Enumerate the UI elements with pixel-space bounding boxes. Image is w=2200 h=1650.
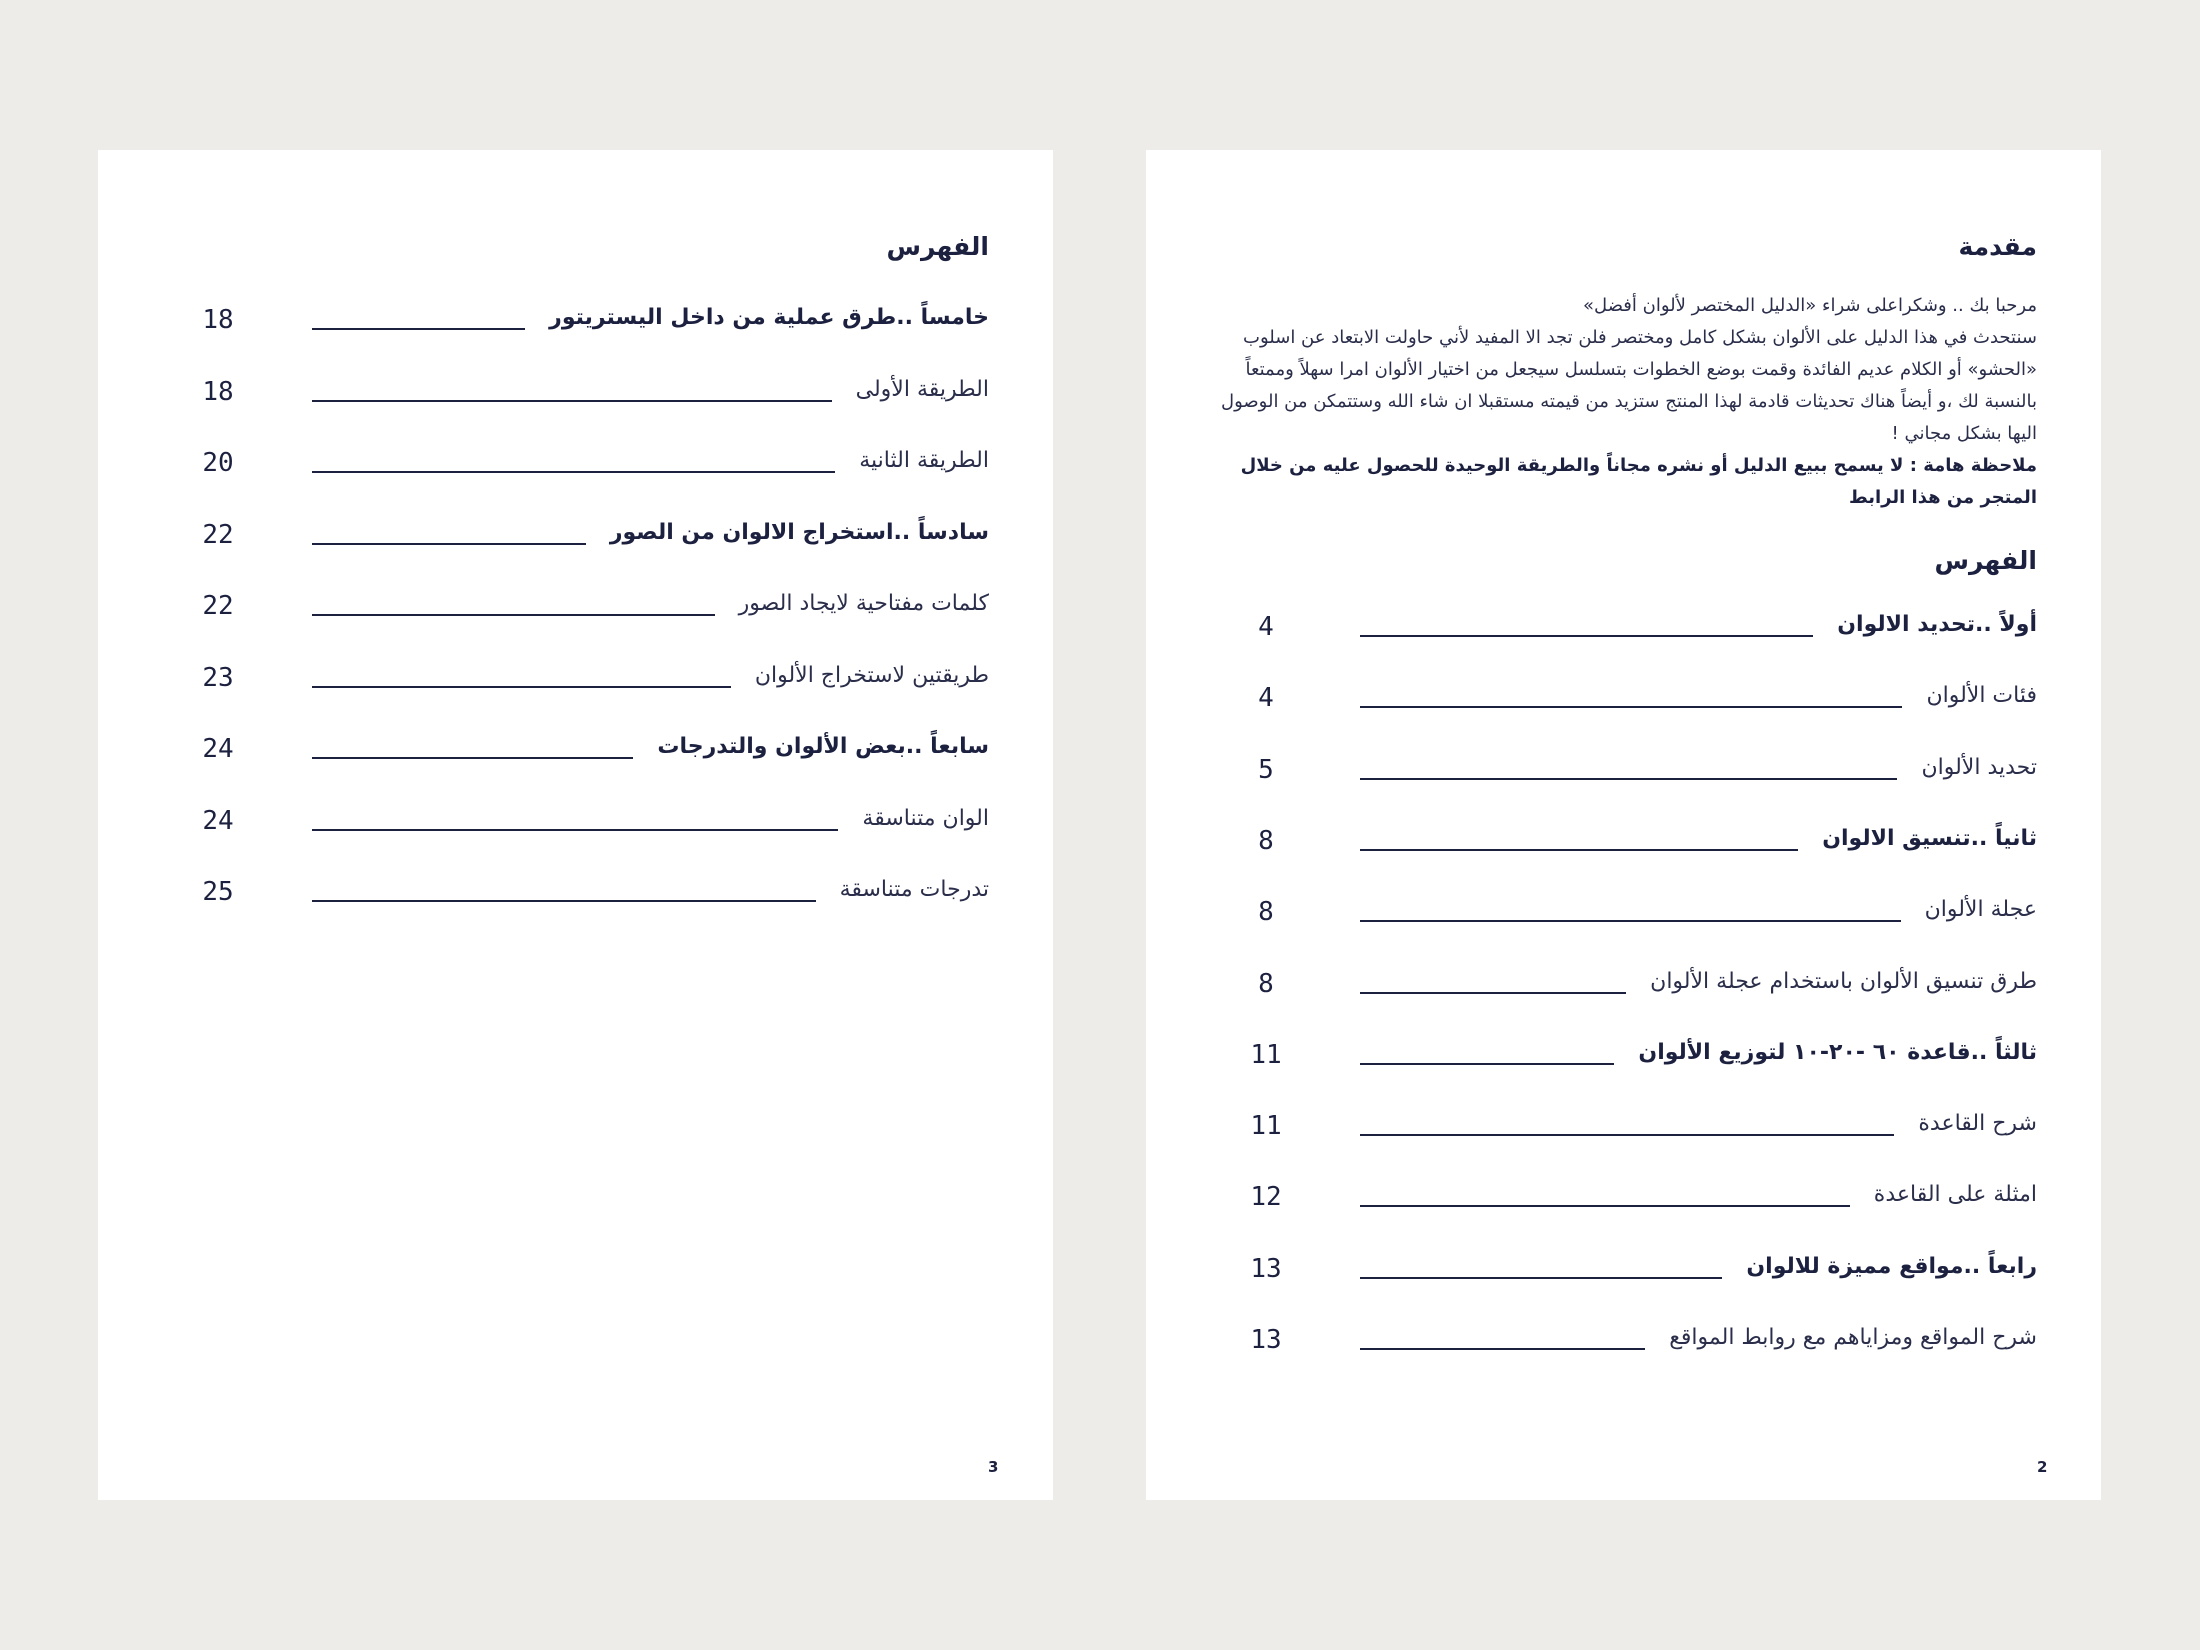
toc-entry-page: 5 xyxy=(1258,754,1274,785)
toc-entry xyxy=(98,302,1053,352)
toc-entry-page: 4 xyxy=(1258,683,1274,714)
toc-entry-label: عجلة الألوان xyxy=(1924,897,2037,923)
toc-entry xyxy=(1146,823,2101,873)
toc-leader-line xyxy=(312,686,731,688)
toc-leader-line xyxy=(312,829,838,831)
toc-leader-line xyxy=(1360,1063,1614,1065)
page-number: 3 xyxy=(988,1458,999,1476)
toc-entry xyxy=(98,588,1053,638)
toc-entry xyxy=(98,445,1053,495)
page-3 xyxy=(98,150,1053,1500)
toc-leader-line xyxy=(1360,992,1626,994)
toc-entry-page: 13 xyxy=(1250,1325,1282,1355)
toc-entry xyxy=(1146,609,2101,659)
toc-leader-line xyxy=(312,400,832,402)
toc-entry-label: الطريقة الثانية xyxy=(859,448,989,473)
toc-entry-label: ثالثاً ..قاعدة ٦٠ -٢٠-١٠ لتوزيع الألوان xyxy=(1638,1039,2037,1065)
toc-entry xyxy=(1146,1251,2101,1301)
page-2 xyxy=(1146,150,2101,1500)
toc-entry-page: 4 xyxy=(1258,612,1274,642)
toc-entry-page: 13 xyxy=(1250,1253,1282,1284)
toc-entry xyxy=(98,803,1053,853)
toc-leader-line xyxy=(1360,1205,1850,1207)
toc-entry-page: 23 xyxy=(202,662,234,693)
toc-leader-line xyxy=(1360,635,1813,637)
toc-leader-line xyxy=(1360,1348,1645,1350)
toc-entry xyxy=(1146,1037,2101,1087)
toc-entry-label: ثانياً ..تنسيق الالوان xyxy=(1822,825,2037,851)
toc-entry-label: فئات الألوان xyxy=(1926,683,2037,709)
toc-entry-label: تدرجات متناسقة xyxy=(839,877,989,902)
toc-entry-label: تحديد الألوان xyxy=(1921,754,2037,780)
toc-leader-line xyxy=(1360,849,1798,851)
toc-entry xyxy=(1146,752,2101,802)
toc-entry xyxy=(1146,1108,2101,1158)
toc-leader-line xyxy=(312,757,633,759)
toc-entry-label: سادساً ..استخراج الالوان من الصور xyxy=(609,519,989,545)
toc-entry-page: 20 xyxy=(202,448,234,478)
toc-leader-line xyxy=(312,543,586,545)
toc-leader-line xyxy=(1360,706,1902,708)
toc-entry-page: 22 xyxy=(202,519,234,550)
toc-entry-page: 18 xyxy=(202,305,234,335)
intro-line-1: مرحبا بك .. وشكراعلى شراء «الدليل المختصر لألوان أفضل» xyxy=(1583,295,2037,316)
toc-entry-label: طريقتين لاستخراج الألوان xyxy=(754,662,989,688)
toc-entry xyxy=(98,731,1053,781)
toc-heading: الفهرس xyxy=(1934,546,2037,575)
toc-leader-line xyxy=(1360,920,1901,922)
toc-entry-label: طرق تنسيق الألوان باستخدام عجلة الألوان xyxy=(1650,968,2037,994)
toc-leader-line xyxy=(312,471,835,473)
toc-entry-label: أولاً ..تحديد الالوان xyxy=(1837,612,2037,637)
toc-entry-label: امثلة على القاعدة xyxy=(1873,1182,2037,1208)
toc-entry xyxy=(98,660,1053,710)
intro-text xyxy=(1210,290,2037,514)
intro-heading: مقدمة xyxy=(1958,232,2037,261)
toc-entry-page: 8 xyxy=(1258,825,1274,856)
toc-entry-page: 22 xyxy=(202,591,234,621)
toc-leader-line xyxy=(312,328,525,330)
toc-entry-page: 12 xyxy=(1250,1182,1282,1213)
toc-entry xyxy=(98,874,1053,924)
toc-entry xyxy=(1146,1322,2101,1372)
toc-leader-line xyxy=(1360,1134,1894,1136)
toc-entry-label: شرح المواقع ومزاياهم مع روابط المواقع xyxy=(1669,1325,2037,1350)
toc-entry-label: سابعاً ..بعض الألوان والتدرجات xyxy=(657,734,989,759)
toc-entry-label: الوان متناسقة xyxy=(862,805,989,831)
toc-entry-page: 25 xyxy=(202,877,234,907)
toc-entry xyxy=(98,374,1053,424)
toc-entry xyxy=(98,517,1053,567)
toc-entry-page: 8 xyxy=(1258,968,1274,999)
intro-line-2: سنتحدث في هذا الدليل على الألوان بشكل كامل ومختصر فلن تجد الا المفيد لأني حاولت الابتعاد عن اسلوب «الحشو» أو الكلام عديم الفائدة وقمت بوضع الخطوات بتسلسل سيجعل من اختيار الألوان امرا سهلاً وممتعاً بالنسبة لك ،و أيضاً هناك تحديثات قادمة لهذا المنتج ستزيد من قيمته مستقبلا ان شاء الله وستتمكن من الوصول اليها بشكل مجاني ! xyxy=(1221,327,2037,444)
toc-entry-label: رابعاً ..مواقع مميزة للالوان xyxy=(1746,1253,2037,1279)
toc-entry-page: 11 xyxy=(1250,1039,1282,1070)
toc-entry-label: الطريقة الأولى xyxy=(855,376,989,402)
toc-leader-line xyxy=(312,900,816,902)
important-note: ملاحظة هامة : لا يسمح ببيع الدليل أو نشره مجاناً والطريقة الوحيدة للحصول عليه من خلال المتجر من هذا الرابط xyxy=(1240,455,2037,508)
toc-leader-line xyxy=(1360,778,1897,780)
toc-entry xyxy=(1146,966,2101,1016)
toc-entry-page: 8 xyxy=(1258,897,1274,928)
toc-entry-page: 18 xyxy=(202,376,234,407)
toc-entry xyxy=(1146,680,2101,730)
toc-entry-label: شرح القاعدة xyxy=(1918,1111,2037,1137)
toc-entry xyxy=(1146,1179,2101,1229)
toc-leader-line xyxy=(312,614,715,616)
page-number: 2 xyxy=(2037,1458,2048,1476)
toc-entry-page: 24 xyxy=(202,805,234,836)
toc-leader-line xyxy=(1360,1277,1722,1279)
toc-entry-page: 24 xyxy=(202,734,234,764)
toc-entry-label: كلمات مفتاحية لايجاد الصور xyxy=(738,591,989,616)
toc-entry-page: 11 xyxy=(1250,1111,1282,1142)
toc-entry xyxy=(1146,894,2101,944)
toc-entry-label: خامساً ..طرق عملية من داخل اليستريتور xyxy=(549,305,989,330)
toc-heading: الفهرس xyxy=(886,232,989,261)
